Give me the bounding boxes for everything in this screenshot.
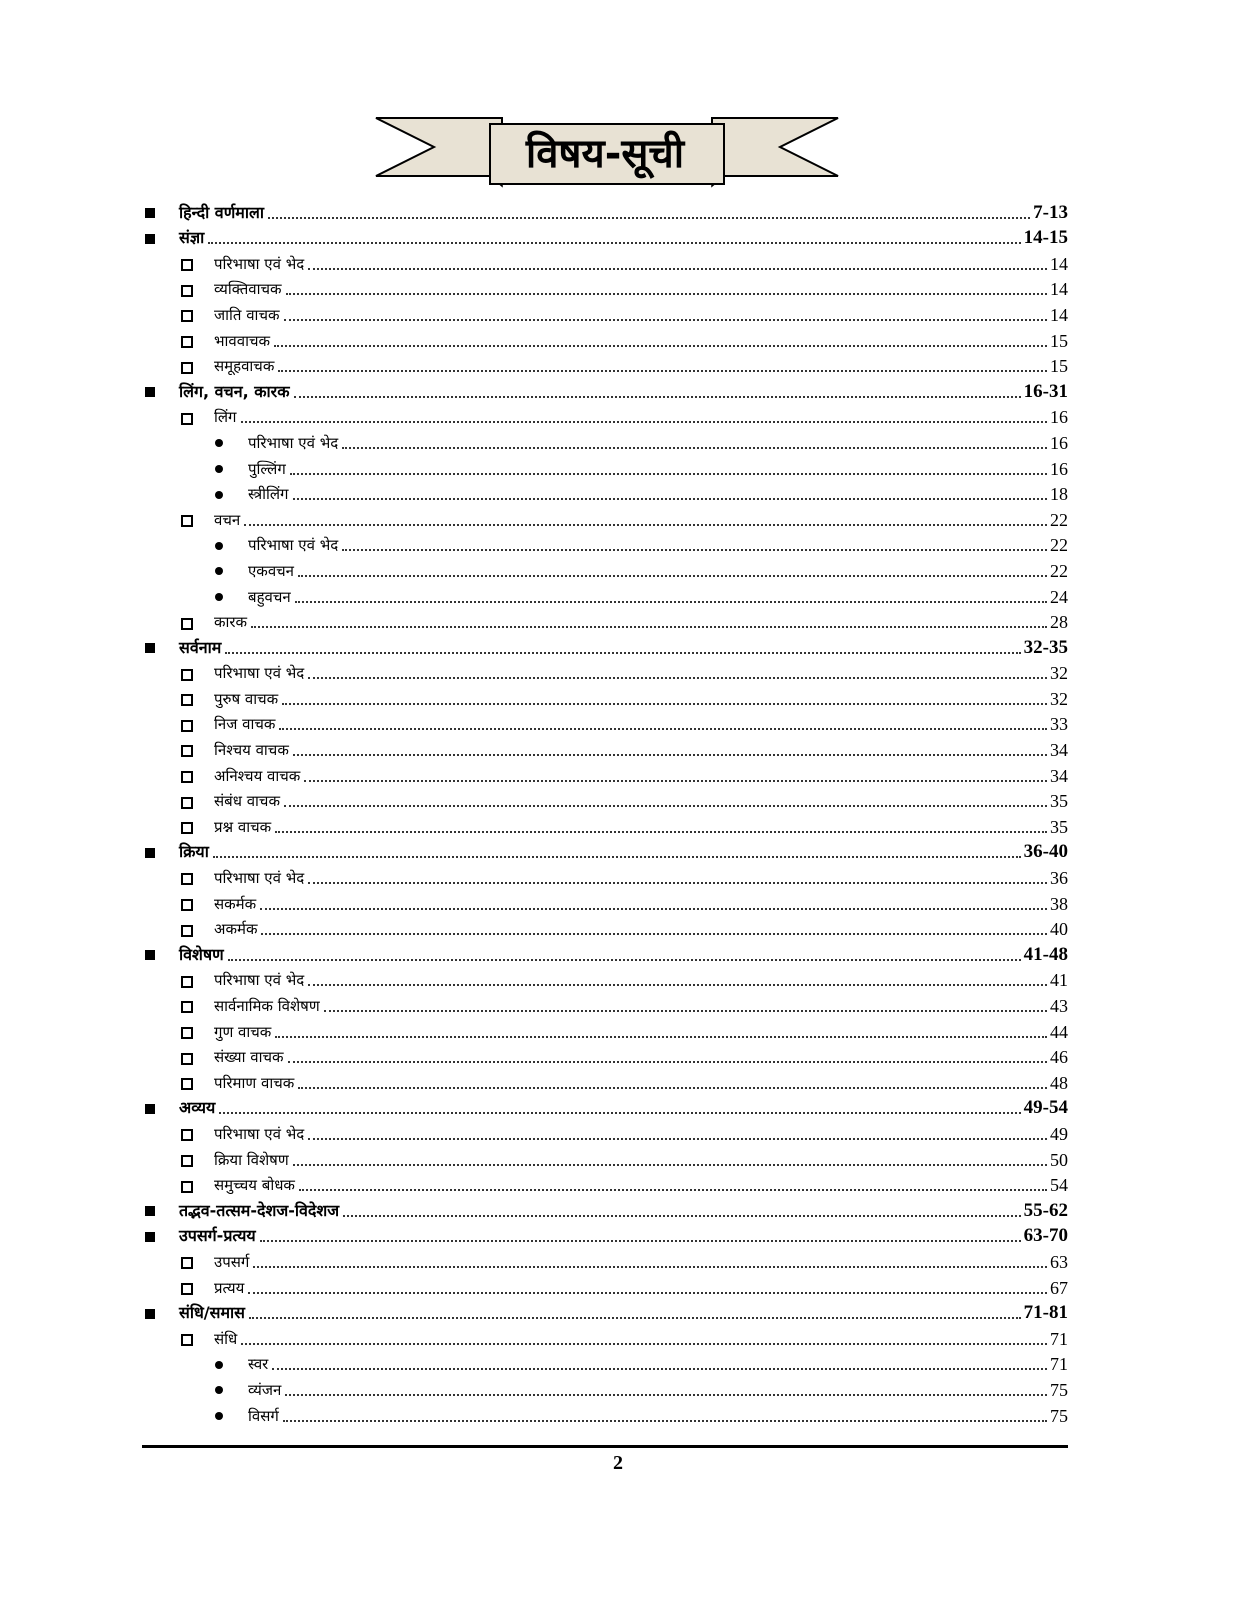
round-bullet-icon — [215, 439, 223, 447]
dot-leader — [279, 728, 1047, 730]
dot-leader — [275, 831, 1047, 833]
dot-leader — [294, 396, 1021, 398]
dot-leader — [283, 1420, 1047, 1422]
hollow-square-bullet-icon — [181, 1001, 193, 1013]
round-bullet-icon — [215, 542, 223, 550]
toc-entry-label: अनिश्चय वाचक — [214, 766, 301, 785]
hollow-square-bullet-icon — [181, 362, 193, 374]
toc-entry-pages: 14-15 — [1023, 227, 1068, 249]
toc-entry — [142, 276, 1068, 302]
toc-entry — [142, 1146, 1068, 1172]
toc-entry — [142, 1274, 1068, 1300]
hollow-square-bullet-icon — [181, 694, 193, 706]
hollow-square-bullet-icon — [181, 1053, 193, 1065]
toc-entry-label: समुच्चय बोधक — [214, 1176, 295, 1195]
dot-leader — [290, 473, 1047, 475]
toc-entry-label: निज वाचक — [214, 715, 276, 734]
toc-entry-pages: 33 — [1050, 714, 1068, 735]
toc-entry-label: स्त्रीलिंग — [248, 485, 289, 504]
dot-leader — [253, 1266, 1047, 1268]
toc-entry-pages: 18 — [1050, 484, 1068, 505]
toc-entry — [142, 762, 1068, 788]
toc-entry-label: अव्यय — [179, 1098, 216, 1118]
toc-entry-label: परिभाषा एवं भेद — [214, 869, 305, 888]
toc-entry-label: परिभाषा एवं भेद — [214, 254, 305, 273]
toc-entry-label: परिभाषा एवं भेद — [214, 971, 305, 990]
toc-entry-pages: 71-81 — [1023, 1302, 1068, 1324]
hollow-square-bullet-icon — [181, 1129, 193, 1141]
dot-leader — [308, 1138, 1047, 1140]
toc-entry-label: तद्भव-तत्सम-देशज-विदेशज — [179, 1200, 340, 1220]
toc-entry-label: वचन — [214, 510, 241, 529]
page-title: विषय-सूची — [525, 130, 685, 177]
toc-entry-label: प्रश्न वाचक — [214, 817, 272, 836]
toc-entry-pages: 40 — [1050, 919, 1068, 940]
toc-entry-label: व्यक्तिवाचक — [214, 280, 282, 299]
toc-entry-pages: 22 — [1050, 560, 1068, 581]
toc-entry-pages: 34 — [1050, 765, 1068, 786]
hollow-square-bullet-icon — [181, 336, 193, 348]
dot-leader — [268, 217, 1030, 219]
toc-entry-pages: 16 — [1050, 407, 1068, 428]
hollow-square-bullet-icon — [181, 1257, 193, 1269]
toc-entry-pages: 50 — [1050, 1149, 1068, 1170]
toc-entry-pages: 16 — [1050, 458, 1068, 479]
dot-leader — [278, 370, 1047, 372]
square-bullet-icon — [145, 950, 155, 960]
toc-entry — [142, 660, 1068, 686]
toc-entry — [142, 941, 1068, 967]
toc-entry — [142, 1248, 1068, 1274]
toc-entry-pages: 15 — [1050, 330, 1068, 351]
toc-entry-label: निश्चय वाचक — [214, 741, 289, 760]
dot-leader — [304, 780, 1047, 782]
round-bullet-icon — [215, 1386, 223, 1394]
toc-entry — [142, 250, 1068, 276]
dot-leader — [275, 1036, 1047, 1038]
toc-entry — [142, 736, 1068, 762]
round-bullet-icon — [215, 465, 223, 473]
toc-entry — [142, 455, 1068, 481]
dot-leader — [284, 805, 1047, 807]
toc-entry-pages: 43 — [1050, 996, 1068, 1016]
toc-entry — [142, 225, 1068, 251]
toc-entry-label: परिभाषा एवं भेद — [248, 536, 339, 555]
round-bullet-icon — [215, 567, 223, 575]
square-bullet-icon — [145, 1206, 155, 1216]
toc-entry — [142, 301, 1068, 327]
toc-entry — [142, 609, 1068, 635]
hollow-square-bullet-icon — [181, 1283, 193, 1295]
toc-entry — [142, 1402, 1068, 1428]
toc-entry — [142, 429, 1068, 455]
toc-entry-label: परिभाषा एवं भेद — [248, 433, 339, 452]
hollow-square-bullet-icon — [181, 1155, 193, 1167]
toc-entry — [142, 404, 1068, 430]
square-bullet-icon — [145, 208, 155, 218]
square-bullet-icon — [145, 1232, 155, 1242]
hollow-square-bullet-icon — [181, 745, 193, 757]
round-bullet-icon — [215, 593, 223, 601]
dot-leader — [324, 1010, 1047, 1012]
toc-entry — [142, 1376, 1068, 1402]
dot-leader — [272, 1368, 1047, 1370]
dot-leader — [288, 1061, 1047, 1063]
hollow-square-bullet-icon — [181, 976, 193, 988]
toc-entry-pages: 35 — [1050, 791, 1068, 812]
toc-entry-pages: 49-54 — [1023, 1097, 1068, 1119]
toc-entry-pages: 14 — [1050, 279, 1068, 300]
toc-entry-pages: 49 — [1050, 1123, 1068, 1144]
toc-entry — [142, 1018, 1068, 1044]
toc-entry-pages: 75 — [1050, 1379, 1068, 1400]
toc-entry-pages: 34 — [1050, 740, 1068, 761]
toc-entry — [142, 685, 1068, 711]
dot-leader — [284, 319, 1048, 321]
toc-entry — [142, 1300, 1068, 1326]
dot-leader — [274, 345, 1047, 347]
toc-entry-pages: 16-31 — [1023, 380, 1068, 402]
dot-leader — [208, 242, 1020, 244]
toc-entry-label: परिभाषा एवं भेद — [214, 1124, 305, 1143]
toc-entry-label: संबंध वाचक — [214, 792, 280, 811]
toc-entry-label: क्रिया विशेषण — [214, 1150, 289, 1169]
toc-entry-label: विसर्ग — [248, 1406, 279, 1425]
toc-entry-label: जाति वाचक — [214, 305, 280, 324]
dot-leader — [342, 447, 1047, 449]
toc-entry-pages: 48 — [1050, 1072, 1068, 1093]
dot-leader — [293, 754, 1047, 756]
square-bullet-icon — [145, 387, 155, 397]
dot-leader — [298, 1087, 1047, 1089]
toc-entry-label: संज्ञा — [179, 228, 205, 248]
toc-entry-pages: 38 — [1050, 893, 1068, 914]
hollow-square-bullet-icon — [181, 310, 193, 322]
hollow-square-bullet-icon — [181, 822, 193, 834]
hollow-square-bullet-icon — [181, 259, 193, 271]
dot-leader — [293, 498, 1047, 500]
hollow-square-bullet-icon — [181, 1334, 193, 1346]
toc-entry — [142, 353, 1068, 379]
toc-entry-label: उपसर्ग — [214, 1252, 250, 1271]
toc-entry-label: विशेषण — [179, 944, 224, 964]
toc-entry-pages: 32 — [1050, 688, 1068, 709]
square-bullet-icon — [145, 848, 155, 858]
toc-entry-pages: 22 — [1050, 535, 1068, 556]
toc-entry-pages: 32-35 — [1023, 636, 1068, 658]
hollow-square-bullet-icon — [181, 925, 193, 937]
round-bullet-icon — [215, 1361, 223, 1369]
hollow-square-bullet-icon — [181, 618, 193, 630]
dot-leader — [241, 421, 1047, 423]
toc-entry — [142, 557, 1068, 583]
toc-entry — [142, 481, 1068, 507]
square-bullet-icon — [145, 1104, 155, 1114]
toc-entry — [142, 1044, 1068, 1070]
toc-entry — [142, 1197, 1068, 1223]
square-bullet-icon — [145, 1309, 155, 1319]
toc-entry-label: अकर्मक — [214, 920, 258, 939]
toc-entry-label: क्रिया — [179, 842, 209, 862]
toc-entry — [142, 813, 1068, 839]
toc-entry — [142, 1325, 1068, 1351]
dot-leader — [244, 524, 1047, 526]
toc-entry-label: उपसर्ग-प्रत्यय — [179, 1226, 256, 1246]
hollow-square-bullet-icon — [181, 720, 193, 732]
hollow-square-bullet-icon — [181, 285, 193, 297]
toc-entry — [142, 992, 1068, 1018]
toc-entry-label: संधि/समास — [179, 1303, 245, 1323]
toc-entry-pages: 54 — [1050, 1175, 1068, 1196]
page-number: 2 — [613, 1452, 623, 1474]
square-bullet-icon — [145, 643, 155, 653]
toc-entry-label: भाववाचक — [214, 331, 271, 350]
toc-entry-pages: 41 — [1050, 970, 1068, 991]
toc-entry — [142, 1223, 1068, 1249]
toc-entry-pages: 46 — [1050, 1047, 1068, 1068]
toc-entry-pages: 28 — [1050, 612, 1068, 633]
dot-leader — [285, 1394, 1047, 1396]
dot-leader — [260, 908, 1047, 910]
dot-leader — [282, 703, 1047, 705]
toc-entry-label: एकवचन — [248, 561, 295, 580]
toc-entry — [142, 583, 1068, 609]
toc-entry-label: बहुवचन — [248, 587, 291, 606]
footer-divider — [142, 1445, 1068, 1448]
toc-entry — [142, 839, 1068, 865]
dot-leader — [248, 1292, 1047, 1294]
toc-entry-pages: 55-62 — [1023, 1199, 1068, 1221]
toc-entry — [142, 532, 1068, 558]
toc-entry-pages: 71 — [1050, 1328, 1068, 1349]
toc-entry — [142, 199, 1068, 225]
toc-entry — [142, 1069, 1068, 1095]
dot-leader — [342, 549, 1047, 551]
toc-entry-label: सार्वनामिक विशेषण — [214, 997, 320, 1015]
toc-entry-label: संधि — [214, 1329, 238, 1348]
toc-entry-label: स्वर — [248, 1355, 269, 1374]
toc-entry-label: सकर्मक — [214, 894, 257, 913]
toc-entry-pages: 22 — [1050, 509, 1068, 530]
hollow-square-bullet-icon — [181, 669, 193, 681]
toc-entry-label: लिंग — [214, 408, 237, 427]
toc-entry — [142, 506, 1068, 532]
hollow-square-bullet-icon — [181, 1027, 193, 1039]
round-bullet-icon — [215, 1412, 223, 1420]
toc-entry — [142, 1095, 1068, 1121]
toc-entry-label: समूहवाचक — [214, 357, 275, 376]
dot-leader — [251, 626, 1047, 628]
toc-entry — [142, 1120, 1068, 1146]
toc-entry-label: पुरुष वाचक — [214, 689, 279, 708]
dot-leader — [219, 1112, 1020, 1114]
hollow-square-bullet-icon — [181, 413, 193, 425]
dot-leader — [286, 293, 1047, 295]
toc-entry-pages: 63-70 — [1023, 1225, 1068, 1247]
toc-entry — [142, 967, 1068, 993]
toc-entry — [142, 890, 1068, 916]
dot-leader — [241, 1343, 1047, 1345]
toc-entry-pages: 7-13 — [1033, 201, 1068, 223]
toc-entry-pages: 32 — [1050, 663, 1068, 684]
hollow-square-bullet-icon — [181, 1181, 193, 1193]
hollow-square-bullet-icon — [181, 899, 193, 911]
toc-entry-pages: 36 — [1050, 868, 1068, 889]
dot-leader — [293, 1164, 1047, 1166]
toc-entry-label: पुल्लिंग — [248, 459, 286, 478]
toc-entry-pages: 14 — [1050, 253, 1068, 274]
dot-leader — [308, 268, 1047, 270]
dot-leader — [228, 959, 1021, 961]
toc-entry — [142, 378, 1068, 404]
toc-entry-label: कारक — [214, 613, 248, 632]
toc-entry-pages: 16 — [1050, 432, 1068, 453]
hollow-square-bullet-icon — [181, 797, 193, 809]
hollow-square-bullet-icon — [181, 873, 193, 885]
toc-entry-pages: 67 — [1050, 1277, 1068, 1298]
toc-entry — [142, 1172, 1068, 1198]
toc-entry-pages: 24 — [1050, 586, 1068, 607]
dot-leader — [261, 933, 1047, 935]
toc-entry-pages: 44 — [1050, 1021, 1068, 1042]
toc-entry — [142, 711, 1068, 737]
toc-entry-label: प्रत्यय — [214, 1278, 245, 1297]
dot-leader — [213, 856, 1021, 858]
round-bullet-icon — [215, 491, 223, 499]
toc-entry-pages: 41-48 — [1023, 943, 1068, 965]
toc-entry — [142, 634, 1068, 660]
dot-leader — [225, 652, 1020, 654]
dot-leader — [308, 677, 1047, 679]
square-bullet-icon — [145, 234, 155, 244]
toc-entry — [142, 916, 1068, 942]
toc-entry-label: परिभाषा एवं भेद — [214, 664, 305, 683]
dot-leader — [308, 984, 1047, 986]
toc-entry-pages: 35 — [1050, 816, 1068, 837]
dot-leader — [298, 575, 1047, 577]
dot-leader — [249, 1317, 1021, 1319]
toc-entry-pages: 36-40 — [1023, 841, 1068, 863]
toc-entry-pages: 71 — [1050, 1354, 1068, 1375]
toc-entry — [142, 327, 1068, 353]
toc-entry — [142, 864, 1068, 890]
toc-entry-label: व्यंजन — [248, 1380, 282, 1399]
dot-leader — [308, 882, 1047, 884]
toc-entry-label: लिंग, वचन, कारक — [179, 381, 290, 401]
toc-entry-pages: 14 — [1050, 304, 1068, 325]
toc-entry-pages: 15 — [1050, 356, 1068, 377]
ribbon-right-tail — [712, 118, 838, 176]
toc-entry-pages: 75 — [1050, 1405, 1068, 1426]
toc-entry-label: गुण वाचक — [214, 1022, 272, 1041]
hollow-square-bullet-icon — [181, 771, 193, 783]
toc-entry-pages: 63 — [1050, 1251, 1068, 1272]
toc-entry-label: सर्वनाम — [179, 637, 222, 657]
dot-leader — [343, 1215, 1020, 1217]
hollow-square-bullet-icon — [181, 515, 193, 527]
toc-entry-label: हिन्दी वर्णमाला — [179, 202, 264, 222]
toc-entry — [142, 1351, 1068, 1377]
toc-entry — [142, 788, 1068, 814]
ribbon-left-tail — [376, 118, 502, 176]
toc-entry-label: संख्या वाचक — [214, 1048, 284, 1067]
dot-leader — [295, 601, 1047, 603]
hollow-square-bullet-icon — [181, 1078, 193, 1090]
dot-leader — [260, 1240, 1021, 1242]
dot-leader — [299, 1189, 1047, 1191]
toc-entry-label: परिमाण वाचक — [214, 1073, 295, 1092]
table-of-contents — [142, 199, 1068, 1428]
